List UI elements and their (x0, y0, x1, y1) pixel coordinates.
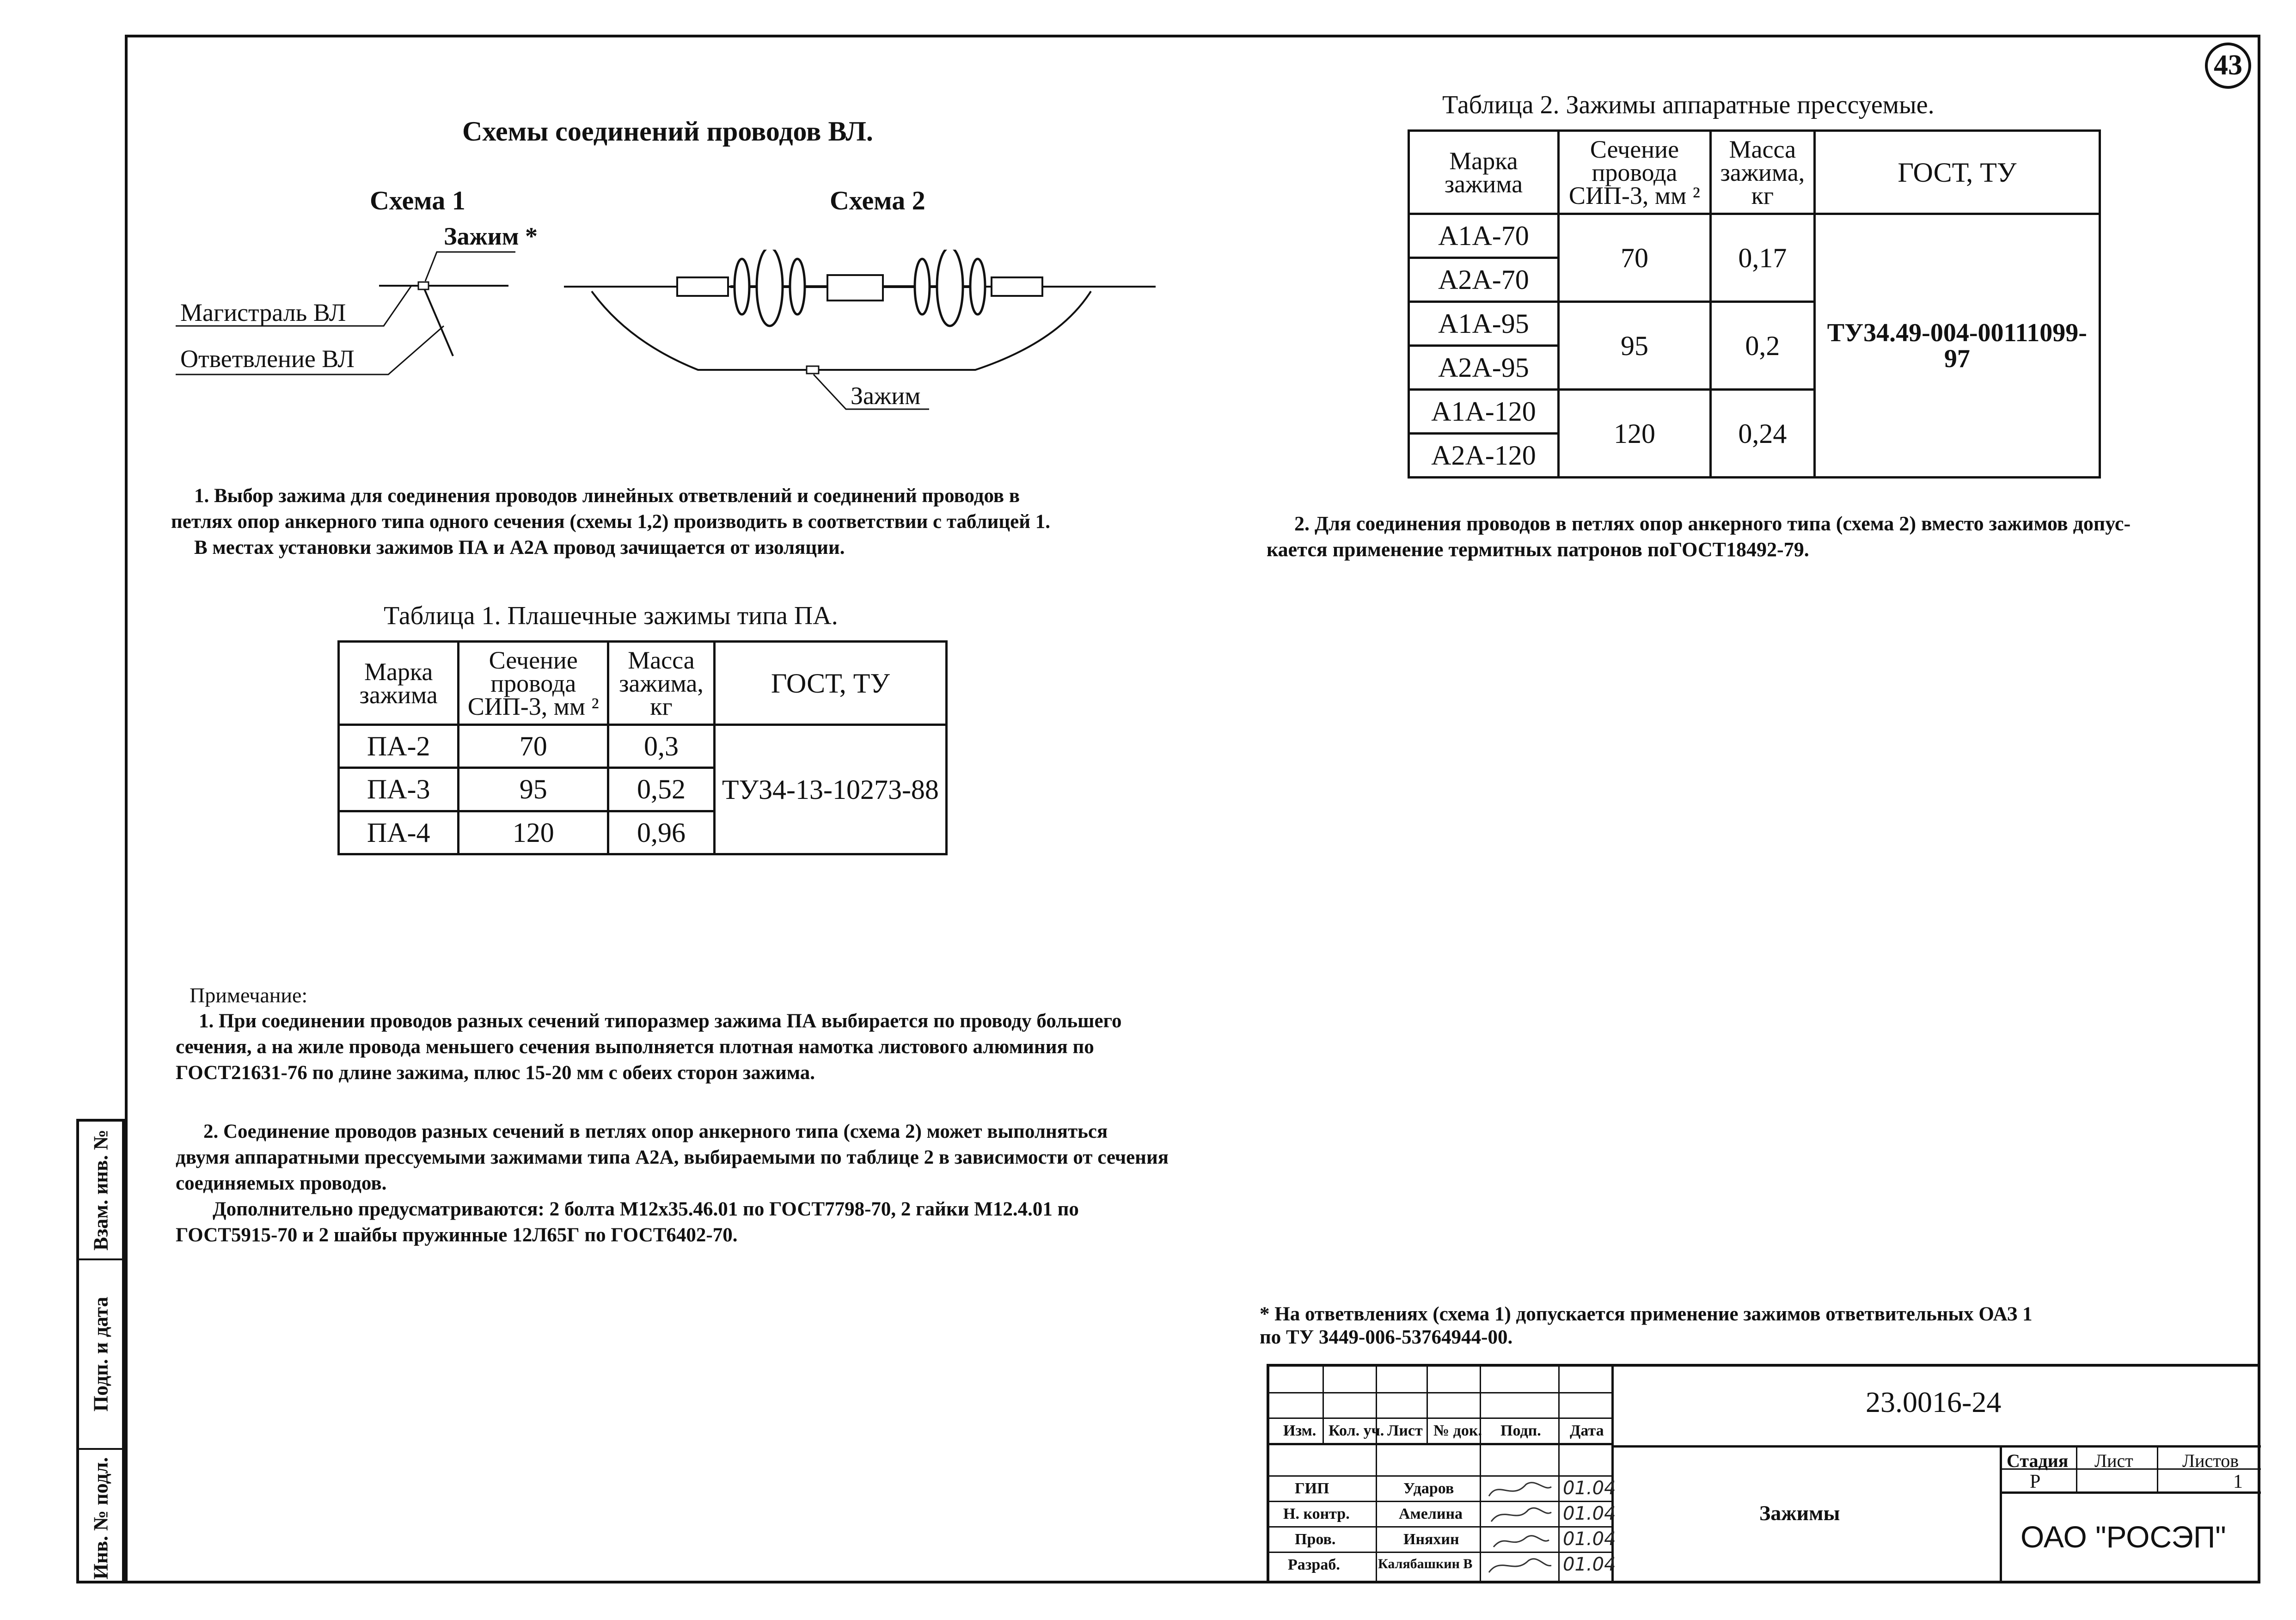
remark1-line2: сечения, а на жиле провода меньшего сечения выполняется плотная намотка листового алюминия по (176, 1036, 1094, 1058)
col-list: Лист (1387, 1422, 1423, 1439)
t2-mark: A2A-120 (1409, 434, 1559, 478)
col-izm: Изм. (1283, 1422, 1316, 1439)
loop-wire (592, 291, 1091, 370)
t1-section: 95 (459, 768, 608, 811)
t1-mark: ПА-2 (339, 725, 459, 768)
sheet-label: Лист (2094, 1450, 2133, 1471)
scheme2-diagram (559, 250, 1160, 425)
branch-leader (176, 326, 444, 374)
date-4: 01.04 (1563, 1554, 1616, 1575)
t2-mark: A2A-70 (1409, 258, 1559, 302)
t1-mark: ПА-3 (339, 768, 459, 811)
note1-line2: петлях опор анкерного типа одного сечения (схемы 1,2) производить в соответствии с таблицей 1. (171, 511, 1050, 533)
doc-number: 23.0016-24 (1866, 1386, 2002, 1418)
t1-header-mass: Масса зажима, кг (608, 642, 715, 725)
table1 (337, 640, 948, 855)
side-cell-3 (79, 1450, 122, 1586)
main-line-leader (176, 286, 411, 326)
table2 (1408, 129, 2101, 479)
role-checked: Пров. (1295, 1531, 1336, 1548)
sheets-label: Листов (2182, 1450, 2239, 1471)
name-2: Амелина (1399, 1505, 1463, 1522)
col-kol-uch: Кол. уч. (1329, 1422, 1384, 1439)
branch-label: Ответвление ВЛ (180, 345, 355, 373)
side-cell-1 (79, 1122, 122, 1260)
footnote-line2: по ТУ 3449-006-53764944-00. (1260, 1326, 1513, 1348)
t2-mark: A1A-95 (1409, 302, 1559, 346)
table-row (1409, 214, 2100, 258)
title-block (1267, 1364, 2260, 1583)
remarks-heading: Примечание: (190, 983, 308, 1007)
signatures (1484, 1478, 1554, 1579)
date-3: 01.04 (1563, 1528, 1616, 1550)
t2-section: 120 (1558, 390, 1710, 478)
scheme1-diagram (176, 227, 536, 388)
note1-line3: В местах установки зажимов ПА и А2А провод зачищается от изоляции. (194, 537, 845, 558)
date-1: 01.04 (1563, 1478, 1616, 1499)
sheets-value: 1 (2233, 1471, 2243, 1492)
scheme2-clamp-label: Зажим (851, 382, 921, 410)
t2-mark: A1A-70 (1409, 214, 1559, 258)
footnote-line1: * На ответвлениях (схема 1) допускается применение зажимов ответвительных ОАЗ 1 (1260, 1303, 2033, 1325)
loop-clamp (807, 366, 819, 374)
t2-gost: ТУ34.49-004-00111099-97 (1814, 214, 2100, 478)
branch-wire (423, 286, 453, 356)
remark3-line2: ГОСТ5915-70 и 2 шайбы пружинные 12Л65Г по ГОСТ6402-70. (176, 1224, 738, 1246)
t2-header-mass: Масса зажима, кг (1710, 131, 1814, 214)
note2-line1: 2. Для соединения проводов в петлях опор анкерного типа (схема 2) вместо зажимов допус- (1294, 512, 2131, 535)
col-sign: Подп. (1500, 1422, 1541, 1439)
t2-section: 70 (1558, 214, 1710, 302)
t2-section: 95 (1558, 302, 1710, 390)
clamp-leader (425, 252, 515, 281)
t1-header-mark: Марка зажима (339, 642, 459, 725)
name-4: Калябашкин В (1378, 1556, 1473, 1571)
t1-header-section: Сечение провода СИП-3, мм ² (459, 642, 608, 725)
t1-section: 70 (459, 725, 608, 768)
t2-header-mark: Марка зажима (1409, 131, 1559, 214)
main-line-label: Магистраль ВЛ (180, 299, 346, 326)
table1-caption: Таблица 1. Плашечные зажимы типа ПА. (384, 601, 838, 630)
role-gip: ГИП (1295, 1480, 1329, 1497)
t2-header-section: Сечение провода СИП-3, мм ² (1558, 131, 1710, 214)
t2-mass: 0,2 (1710, 302, 1814, 390)
table2-caption: Таблица 2. Зажимы аппаратные прессуемые. (1442, 91, 1935, 119)
remark2-line2: двумя аппаратными прессуемыми зажимами типа А2А, выбираемыми по таблице 2 в зависимости от сечения (176, 1147, 1169, 1168)
t2-mark: A2A-95 (1409, 346, 1559, 390)
t1-mass: 0,96 (608, 811, 715, 854)
t2-mass: 0,24 (1710, 390, 1814, 478)
note2-line2: кается применение термитных патронов поГОСТ18492-79. (1267, 538, 1809, 561)
main-title: Схемы соединений проводов ВЛ. (462, 116, 873, 147)
side-cell-2 (79, 1260, 122, 1450)
role-norm-control: Н. контр. (1283, 1505, 1350, 1522)
remark1-line1: 1. При соединении проводов разных сечений типоразмер зажима ПА выбирается по проводу большего (199, 1010, 1122, 1032)
scheme2-title: Схема 2 (830, 185, 925, 215)
table-row (339, 725, 947, 768)
t1-section: 120 (459, 811, 608, 854)
name-1: Ударов (1403, 1480, 1454, 1497)
company-name: ОАО "РОСЭП" (2020, 1520, 2226, 1554)
t1-mass: 0,52 (608, 768, 715, 811)
side-label-exchange: Взам. инв. № (89, 1129, 112, 1251)
col-date: Дата (1570, 1422, 1604, 1439)
t1-mass: 0,3 (608, 725, 715, 768)
side-label-sign-date: Подп. и дата (89, 1296, 112, 1412)
remark3-line1: Дополнительно предусматриваются: 2 болта М12х35.46.01 по ГОСТ7798-70, 2 гайки М12.4.01 по (213, 1198, 1079, 1220)
side-label-orig-inv: Инв. № подл. (89, 1457, 112, 1579)
scheme1-title: Схема 1 (370, 185, 465, 215)
remark2-line3: соединяемых проводов. (176, 1172, 387, 1194)
page-number: 43 (2205, 43, 2251, 89)
sheet-title: Зажимы (1759, 1501, 1840, 1525)
t1-header-gost: ГОСТ, ТУ (714, 642, 946, 725)
stage-label: Стадия (2007, 1450, 2069, 1471)
t1-gost: ТУ34-13-10273-88 (714, 725, 946, 854)
remark1-line3: ГОСТ21631-76 по длине зажима, плюс 15-20 мм с обеих сторон зажима. (176, 1062, 815, 1084)
role-developed: Разраб. (1288, 1556, 1340, 1573)
stage-value: Р (2030, 1471, 2041, 1492)
t2-header-gost: ГОСТ, ТУ (1814, 131, 2100, 214)
col-doc: № док. (1433, 1422, 1482, 1439)
t1-mark: ПА-4 (339, 811, 459, 854)
loop-clamp-leader (814, 374, 929, 409)
note1-line1: 1. Выбор зажима для соединения проводов линейных ответвлений и соединений проводов в (194, 485, 1020, 507)
scheme1-clamp-label: Зажим * (444, 222, 538, 250)
side-strip (76, 1119, 125, 1583)
remark2-line1: 2. Соединение проводов разных сечений в петлях опор анкерного типа (схема 2) может выполняться (203, 1121, 1108, 1142)
t2-mass: 0,17 (1710, 214, 1814, 302)
name-3: Иняхин (1403, 1531, 1459, 1548)
clamp-mark (418, 282, 429, 289)
tension-link (827, 275, 883, 301)
t2-mark: A1A-120 (1409, 390, 1559, 434)
date-2: 01.04 (1563, 1503, 1616, 1524)
